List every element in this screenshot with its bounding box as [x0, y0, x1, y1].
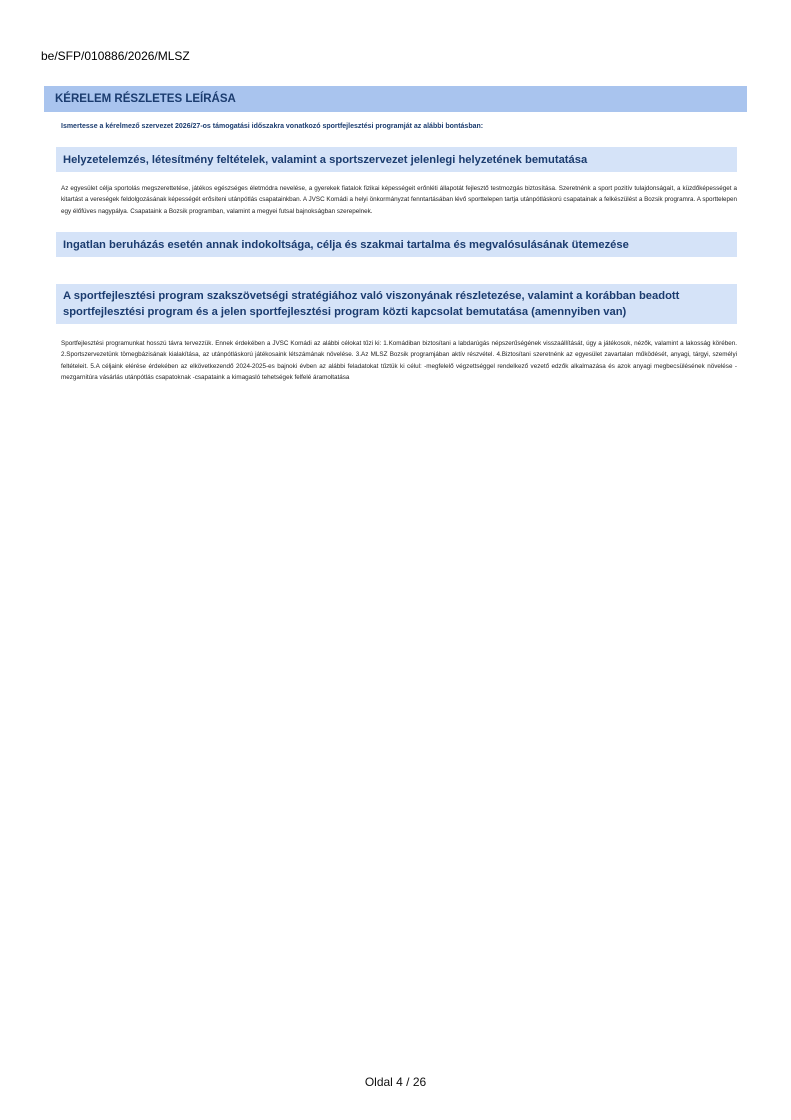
section-body-strategy-relation: Sportfejlesztési programunkat hosszú távra tervezzük. Ennek érdekében a JVSC Komádi az alábbi célokat tűzi ki: 1.Komádiban biztosítani a labdarúgás népszerűségének visszaállítását, úgy a játékosok, nézők, valamint a lakosság körében. 2.Sportszervezetünk tömegbázisának kialakítása, az utánpótláskorú játékosaink létszámának növelése. 3.Az MLSZ Bozsik programjában aktív részvétel. 4.Biztosítani szeretnénk az egyesület zavartalan működését, anyagi, tárgyi, személyi feltételeit. 5.A céljaink elérése érdekében az elkövetkezendő 2024-2025-es bajnoki évben az alábbi feladatokat tűztük ki célul: -megfelelő végzettséggel rendelkező vezető edzők alkalmazása és azok anyagi megbecsülésének növelése -mezgarnitúra vásárlás utánpótlás csapatoknak -csapataink a kimagasló tehetségek felfelé áramoltatása	[61, 340, 737, 381]
section-header-real-estate-investment: Ingatlan beruházás esetén annak indokoltsága, célja és szakmai tartalma és megvalósulásának ütemezése	[56, 232, 737, 257]
section-header-strategy-relation: A sportfejlesztési program szakszövetségi stratégiához való viszonyának részletezése, valamint a korábban beadott sportfejlesztési program és a jelen sportfejlesztési program közti kapcsolat bemutatása (amennyiben van)	[56, 284, 737, 324]
section-header-situation-analysis: Helyzetelemzés, létesítmény feltételek, valamint a sportszervezet jelenlegi helyzetének bemutatása	[56, 147, 737, 172]
section-body-situation-analysis: Az egyesület célja sportolás megszerettetése, játékos egészséges életmódra nevelése, a gyerekek fiatalok fizikai képességeit erőnléti állapotát fejlesztő testmozgás biztosítása. Szeretnénk a sport pozitív tulajdonságait, a küzdőképességet a kitartást a vereségek feldolgozásának képességét erősíteni utánpótlás csapatainkban. A JVSC Komádi a helyi önkormányzat fenntartásában lévő sporttelepen tartja utánpótláskorú csapatainak a felkészülést a Bozsik programra. A sporttelepen egy élőfüves nagypálya. Csapataink a Bozsik programban, valamint a megyei futsal bajnokságban szerepelnek.	[61, 185, 737, 215]
main-section-title: KÉRELEM RÉSZLETES LEÍRÁSA	[44, 86, 747, 112]
intro-instruction: Ismertesse a kérelmező szervezet 2026/27-os támogatási időszakra vonatkozó sportfejlesztési programját az alábbi bontásban:	[61, 123, 484, 130]
page-number: Oldal 4 / 26	[364, 1075, 427, 1089]
document-id: be/SFP/010886/2026/MLSZ	[41, 49, 190, 63]
